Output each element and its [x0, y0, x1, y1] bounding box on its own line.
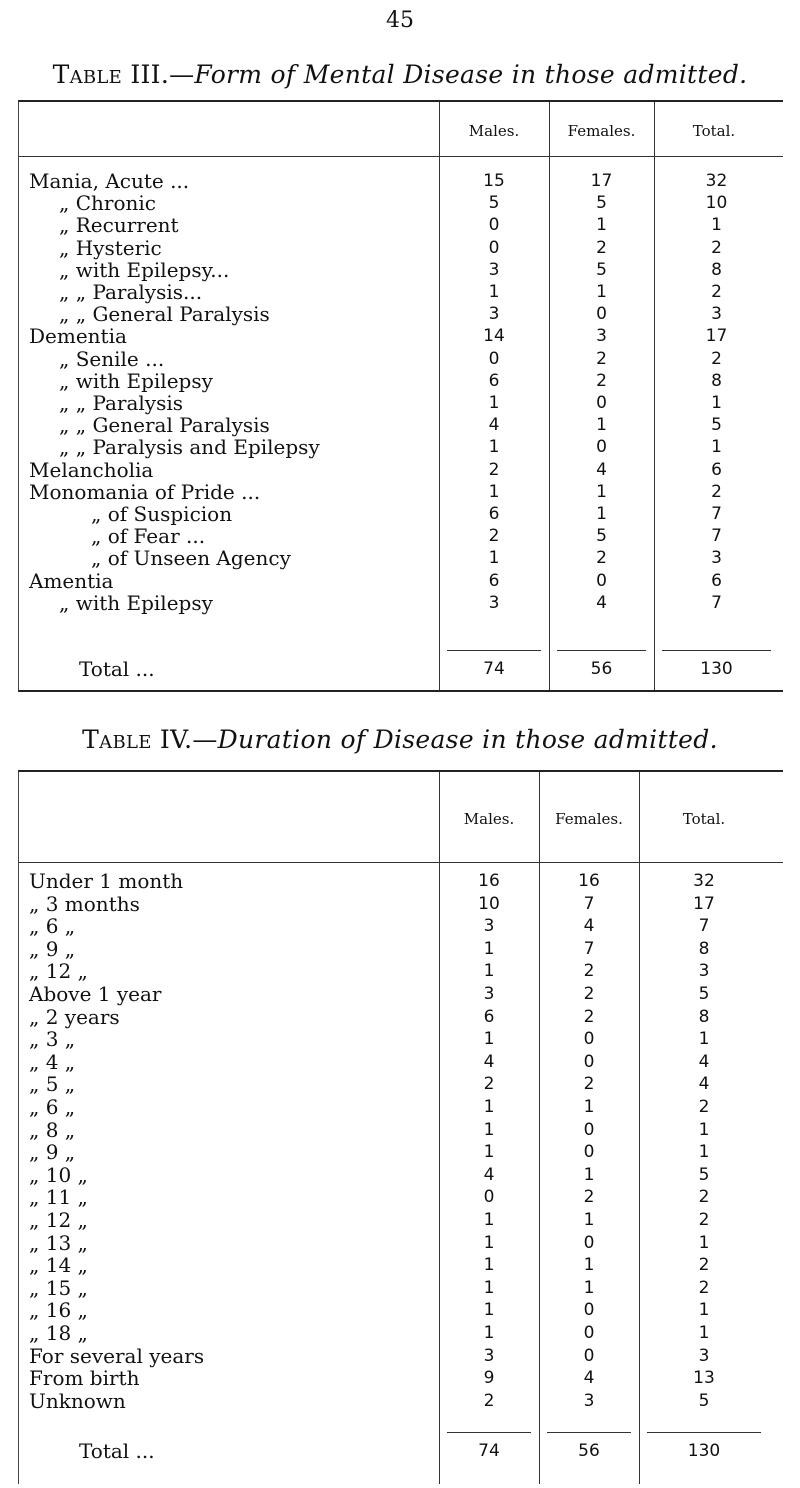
- cell-females: 3: [583, 1390, 595, 1411]
- row-label: From birth: [29, 1366, 140, 1391]
- row-label: „ of Unseen Agency: [91, 546, 291, 571]
- table-row: [19, 525, 783, 547]
- cell-males: 2: [483, 1390, 495, 1411]
- table-row: [19, 1073, 783, 1095]
- cell-males: 1: [483, 1210, 495, 1230]
- cell-females: 7: [583, 938, 595, 959]
- cell-total: 3: [698, 1345, 710, 1366]
- row-label: „ „ General Paralysis: [59, 302, 270, 327]
- row-label: „ 8 „: [29, 1117, 76, 1142]
- table-row: [19, 1096, 783, 1118]
- table4-title-lead: Table IV.—: [82, 725, 218, 754]
- table-row: [19, 414, 783, 436]
- cell-total: 4: [698, 1051, 710, 1072]
- table-row: [19, 1186, 783, 1208]
- cell-total: 1: [698, 1323, 710, 1343]
- cell-females: 2: [583, 984, 595, 1004]
- table3-title-lead: Table III.—: [52, 60, 195, 89]
- cell-total: 6: [711, 570, 722, 591]
- table-row: [19, 1277, 783, 1299]
- cell-males: 2: [483, 1074, 495, 1095]
- cell-males: 0: [488, 348, 500, 369]
- row-label: „ 12 „: [29, 959, 88, 984]
- total-rule: [447, 650, 541, 651]
- cell-females: 2: [583, 1074, 595, 1095]
- table-row: [19, 592, 783, 614]
- cell-females: 0: [596, 393, 607, 413]
- cell-females: 2: [583, 1187, 595, 1208]
- table-row: [19, 281, 783, 303]
- cell-total: 1: [698, 1142, 710, 1163]
- cell-females: 0: [583, 1119, 595, 1140]
- table-row: [19, 1164, 783, 1186]
- row-label: For several years: [29, 1343, 205, 1368]
- cell-males: 1: [483, 1323, 495, 1343]
- table-row: [19, 1119, 783, 1141]
- row-label: Unknown: [29, 1388, 126, 1413]
- cell-males: 6: [488, 370, 500, 391]
- cell-females: 4: [583, 1368, 595, 1389]
- cell-total: 8: [711, 370, 722, 391]
- row-label: „ Chronic: [59, 191, 156, 216]
- table-row: [19, 960, 783, 982]
- cell-males: 3: [488, 259, 500, 280]
- cell-total: 8: [698, 1006, 710, 1027]
- row-label: „ Senile ...: [59, 346, 165, 371]
- cell-males: 1: [483, 1029, 495, 1050]
- cell-total: 32: [705, 171, 728, 191]
- table-row: [19, 893, 783, 915]
- cell-total: 1: [711, 437, 722, 458]
- cell-females: 1: [583, 1164, 595, 1185]
- table-row: [19, 237, 783, 259]
- row-label: „ 9 „: [29, 1140, 76, 1165]
- cell-males: 1: [488, 481, 500, 502]
- cell-males: 14: [483, 326, 505, 347]
- total-rule: [447, 1432, 531, 1433]
- cell-males: 1: [483, 1300, 495, 1321]
- row-label: „ 6 „: [29, 1095, 76, 1119]
- row-label: „ 14 „: [29, 1253, 88, 1278]
- total-females: 56: [590, 659, 613, 679]
- row-label: „ 16 „: [29, 1298, 88, 1323]
- cell-males: 3: [483, 916, 495, 937]
- cell-males: 1: [483, 1142, 495, 1163]
- table-row: [19, 1322, 783, 1344]
- table-row: [19, 1232, 783, 1254]
- cell-males: 3: [483, 984, 495, 1004]
- table-row: [19, 1345, 783, 1367]
- table-row: [19, 503, 783, 525]
- cell-females: 4: [583, 916, 595, 937]
- cell-females: 2: [583, 961, 595, 982]
- cell-females: 0: [583, 1029, 595, 1050]
- cell-males: 1: [483, 938, 495, 959]
- row-label: „ with Epilepsy: [59, 590, 213, 615]
- row-label: Amentia: [29, 568, 114, 593]
- cell-males: 3: [488, 592, 500, 613]
- cell-total: 2: [698, 1255, 710, 1276]
- table4-header-females: Females.: [555, 810, 623, 828]
- cell-females: 2: [596, 237, 607, 258]
- total-rule: [557, 650, 646, 651]
- cell-total: 32: [693, 871, 715, 891]
- cell-males: 1: [483, 1232, 495, 1253]
- cell-females: 0: [583, 1345, 595, 1366]
- cell-males: 0: [483, 1187, 495, 1208]
- cell-total: 17: [693, 893, 715, 914]
- table-row: [19, 392, 783, 414]
- cell-males: 3: [483, 1345, 495, 1366]
- table-row: [19, 547, 783, 569]
- cell-females: 2: [596, 348, 607, 369]
- cell-females: 1: [583, 1277, 595, 1298]
- row-label: Monomania of Pride ...: [29, 479, 261, 504]
- row-label: „ „ General Paralysis: [59, 413, 270, 438]
- total-row: [19, 1440, 783, 1462]
- cell-males: 1: [483, 1119, 495, 1140]
- cell-total: 1: [698, 1119, 710, 1140]
- cell-total: 7: [711, 592, 722, 613]
- cell-females: 0: [596, 570, 607, 591]
- cell-total: 8: [698, 938, 710, 959]
- cell-males: 4: [488, 415, 500, 436]
- cell-females: 1: [583, 1097, 595, 1117]
- table-row: [19, 1299, 783, 1321]
- row-label: Under 1 month: [29, 869, 184, 893]
- cell-females: 0: [583, 1323, 595, 1343]
- cell-total: 2: [711, 237, 722, 258]
- cell-females: 2: [596, 548, 607, 569]
- table-row: [19, 1051, 783, 1073]
- table3-header-males: Males.: [468, 122, 520, 140]
- total-total: 130: [700, 659, 733, 679]
- row-label: „ 15 „: [29, 1275, 88, 1300]
- cell-total: 2: [698, 1097, 710, 1117]
- table3-header-total: Total.: [692, 122, 736, 140]
- row-label: „ 18 „: [29, 1321, 88, 1345]
- total-row: [19, 658, 783, 680]
- row-label: „ with Epilepsy...: [59, 257, 230, 282]
- cell-total: 2: [711, 282, 722, 302]
- table-row: [19, 459, 783, 481]
- row-label: „ 13 „: [29, 1230, 88, 1255]
- cell-total: 1: [698, 1300, 710, 1321]
- cell-males: 1: [488, 437, 500, 458]
- cell-females: 0: [596, 304, 607, 325]
- cell-males: 16: [478, 871, 500, 891]
- cell-females: 7: [583, 893, 595, 914]
- row-label: „ 9 „: [29, 936, 76, 961]
- total-rule: [647, 1432, 761, 1433]
- cell-females: 4: [596, 459, 607, 480]
- cell-total: 1: [711, 215, 722, 236]
- cell-total: 2: [711, 348, 722, 369]
- cell-total: 2: [698, 1210, 710, 1230]
- row-label: „ of Fear ...: [91, 524, 206, 549]
- row-label: „ 2 years: [29, 1004, 120, 1029]
- table-row: [19, 915, 783, 937]
- row-label: „ 3 months: [29, 891, 140, 916]
- cell-total: 7: [698, 916, 710, 937]
- cell-total: 5: [698, 984, 710, 1004]
- row-label: Dementia: [29, 324, 127, 349]
- cell-total: 5: [698, 1164, 710, 1185]
- row-label: „ 4 „: [29, 1049, 76, 1074]
- table-row: [19, 1367, 783, 1389]
- cell-females: 0: [596, 437, 607, 458]
- cell-males: 1: [488, 393, 500, 413]
- cell-males: 0: [488, 237, 500, 258]
- cell-males: 6: [488, 570, 500, 591]
- cell-total: 8: [711, 259, 722, 280]
- cell-total: 2: [711, 481, 722, 502]
- row-label: „ „ Paralysis: [59, 391, 184, 415]
- table-row: [19, 570, 783, 592]
- table-row: [19, 214, 783, 236]
- cell-females: 2: [583, 1006, 595, 1027]
- table-row: [19, 170, 783, 192]
- cell-females: 0: [583, 1300, 595, 1321]
- row-label: Melancholia: [29, 457, 154, 482]
- cell-males: 6: [483, 1006, 495, 1027]
- cell-females: 0: [583, 1142, 595, 1163]
- total-females: 56: [578, 1441, 600, 1462]
- cell-total: 17: [705, 326, 728, 347]
- row-label: „ 11 „: [29, 1185, 88, 1210]
- table-row: [19, 481, 783, 503]
- cell-males: 9: [483, 1368, 495, 1389]
- cell-total: 1: [698, 1232, 710, 1253]
- cell-females: 5: [596, 259, 607, 280]
- cell-total: 3: [711, 548, 722, 569]
- cell-total: 1: [711, 393, 722, 413]
- cell-total: 5: [698, 1390, 710, 1411]
- table-row: [19, 1141, 783, 1163]
- cell-males: 3: [488, 304, 500, 325]
- table-row: [19, 370, 783, 392]
- cell-females: 1: [583, 1255, 595, 1276]
- table-row: [19, 1209, 783, 1231]
- cell-total: 7: [711, 504, 722, 524]
- table4-header-males: Males.: [463, 810, 515, 828]
- cell-total: 5: [711, 415, 722, 436]
- cell-males: 2: [488, 459, 500, 480]
- cell-males: 1: [483, 1097, 495, 1117]
- cell-females: 1: [596, 282, 607, 302]
- table-row: [19, 259, 783, 281]
- cell-males: 10: [478, 893, 500, 914]
- table-row: [19, 938, 783, 960]
- cell-total: 2: [698, 1277, 710, 1298]
- cell-females: 1: [583, 1210, 595, 1230]
- cell-females: 3: [596, 326, 607, 347]
- cell-total: 10: [705, 193, 728, 214]
- cell-males: 1: [483, 961, 495, 982]
- cell-males: 1: [488, 548, 500, 569]
- row-label: „ 3 „: [29, 1027, 76, 1052]
- total-label: Total ...: [79, 1439, 155, 1464]
- row-label: „ 10 „: [29, 1162, 88, 1187]
- cell-total: 3: [698, 961, 710, 982]
- row-label: „ 12 „: [29, 1208, 88, 1232]
- cell-males: 1: [488, 282, 500, 302]
- total-males: 74: [478, 1441, 500, 1462]
- table3-header-females: Females.: [567, 122, 636, 140]
- cell-total: 1: [698, 1029, 710, 1050]
- row-label: „ 6 „: [29, 914, 76, 939]
- table-row: [19, 1028, 783, 1050]
- table-row: [19, 1254, 783, 1276]
- cell-females: 2: [596, 370, 607, 391]
- table-row: [19, 348, 783, 370]
- table-row: [19, 303, 783, 325]
- table-row: [19, 436, 783, 458]
- table-row: [19, 870, 783, 892]
- row-label: „ with Epilepsy: [59, 368, 213, 393]
- cell-males: 5: [488, 193, 500, 214]
- cell-males: 1: [483, 1255, 495, 1276]
- cell-females: 1: [596, 215, 607, 236]
- row-label: „ „ Paralysis...: [59, 280, 203, 304]
- table3-title-text: Form of Mental Disease in those admitted.: [194, 60, 748, 89]
- row-label: Mania, Acute ...: [29, 169, 190, 193]
- total-total: 130: [687, 1441, 721, 1462]
- total-males: 74: [483, 659, 505, 679]
- cell-males: 0: [488, 215, 500, 236]
- cell-females: 5: [596, 526, 607, 547]
- table4-title-text: Duration of Disease in those admitted.: [217, 725, 718, 754]
- cell-females: 16: [578, 871, 600, 891]
- cell-males: 6: [488, 504, 500, 524]
- cell-total: 4: [698, 1074, 710, 1095]
- total-label: Total ...: [79, 657, 155, 681]
- cell-males: 4: [483, 1164, 495, 1185]
- cell-females: 1: [596, 504, 607, 524]
- row-label: „ „ Paralysis and Epilepsy: [59, 435, 320, 460]
- row-label: „ Hysteric: [59, 235, 162, 260]
- table-row: [19, 1006, 783, 1028]
- table3-title: [0, 60, 800, 89]
- table3: [18, 100, 783, 692]
- cell-females: 0: [583, 1051, 595, 1072]
- cell-females: 5: [596, 193, 607, 214]
- cell-males: 15: [483, 171, 505, 191]
- total-rule: [662, 650, 771, 651]
- table4-title: [0, 725, 800, 754]
- cell-females: 17: [590, 171, 613, 191]
- cell-females: 4: [596, 592, 607, 613]
- table4: [18, 770, 783, 1484]
- row-label: Above 1 year: [29, 982, 162, 1006]
- cell-females: 1: [596, 415, 607, 436]
- row-label: „ Recurrent: [59, 213, 179, 238]
- cell-females: 0: [583, 1232, 595, 1253]
- table-row: [19, 1390, 783, 1412]
- cell-males: 4: [483, 1051, 495, 1072]
- table-row: [19, 325, 783, 347]
- cell-males: 2: [488, 526, 500, 547]
- cell-total: 3: [711, 304, 722, 325]
- row-label: „ of Suspicion: [91, 502, 233, 526]
- cell-total: 2: [698, 1187, 710, 1208]
- table-row: [19, 983, 783, 1005]
- table4-header-total: Total.: [682, 810, 726, 828]
- cell-females: 1: [596, 481, 607, 502]
- row-label: „ 5 „: [29, 1072, 76, 1097]
- cell-total: 13: [693, 1368, 715, 1389]
- cell-total: 7: [711, 526, 722, 547]
- total-rule: [547, 1432, 631, 1433]
- table-row: [19, 192, 783, 214]
- page-number: 45: [386, 8, 414, 33]
- cell-total: 6: [711, 459, 722, 480]
- cell-males: 1: [483, 1277, 495, 1298]
